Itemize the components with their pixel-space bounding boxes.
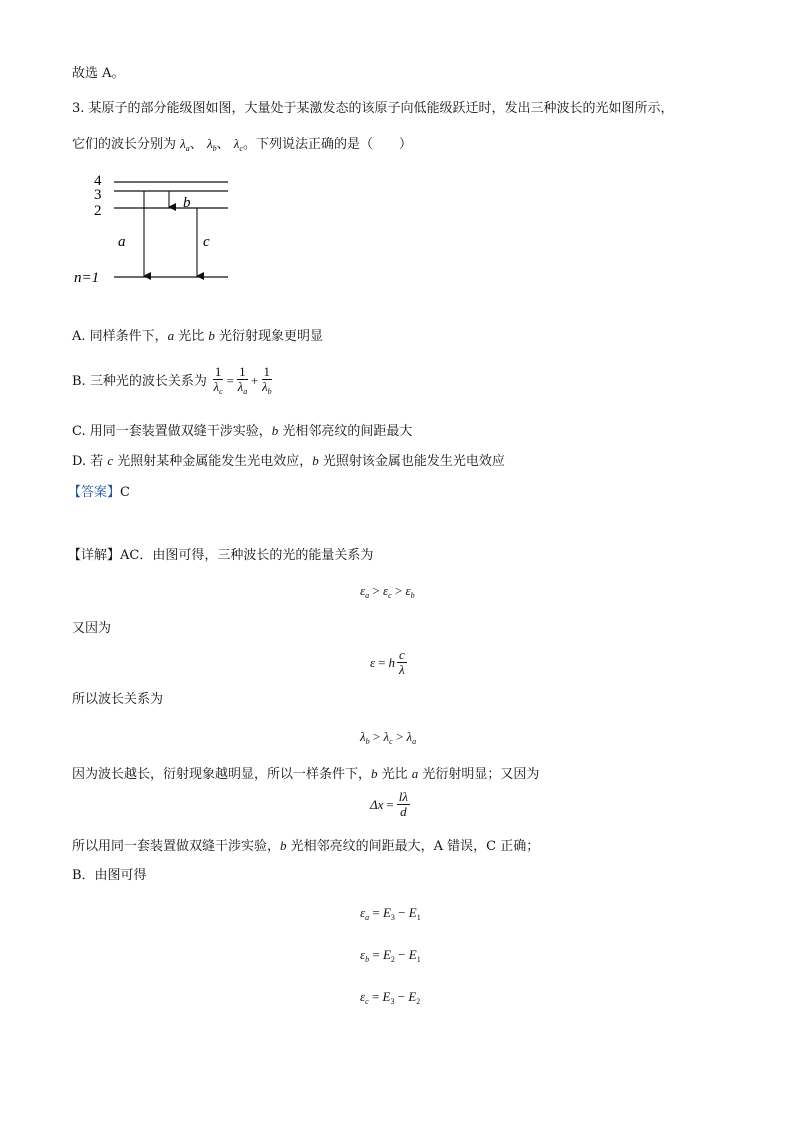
var-b: b	[280, 838, 287, 853]
detail-again-1: 又因为	[72, 621, 112, 636]
option-c-text: C. 用同一套装置做双缝干涉实验，	[72, 424, 272, 439]
eps: ε	[382, 583, 389, 598]
eps: ε	[360, 583, 366, 598]
level-label-4: 4	[94, 173, 102, 189]
answer-tag: 【答案】	[68, 485, 121, 500]
arrow-label-b: b	[183, 195, 191, 211]
equals: =	[378, 654, 386, 670]
gt: >	[372, 729, 381, 744]
sub: 3	[390, 997, 395, 1006]
sub: b	[365, 955, 370, 964]
arrow-label-c: c	[203, 234, 210, 250]
lambda: λ	[406, 729, 413, 744]
planck-h: h	[388, 654, 395, 670]
minus: −	[398, 947, 406, 962]
gt: >	[372, 583, 380, 598]
energy: E	[382, 989, 391, 1004]
lambda-b: λ	[206, 136, 213, 151]
eps: ε	[360, 989, 366, 1004]
delta-x: Δx	[370, 796, 384, 812]
sub: c	[219, 387, 223, 396]
sub: b	[410, 591, 415, 600]
question-number: 3.	[72, 101, 85, 116]
num: 1	[263, 364, 271, 379]
plus: +	[250, 372, 259, 388]
num: lλ	[398, 789, 408, 804]
sub: a	[365, 591, 370, 600]
sub: a	[412, 737, 417, 746]
option-d-mid: 光照射某种金属能发生光电效应，	[113, 454, 313, 469]
equals: =	[226, 372, 234, 388]
energy: E	[408, 905, 417, 920]
var-b: b	[271, 423, 279, 438]
equals: =	[371, 989, 380, 1004]
sub: c	[365, 997, 369, 1006]
detail-so-wave: 所以波长关系为	[72, 692, 164, 707]
option-b-text: B. 三种光的波长关系为	[72, 374, 207, 389]
gt: >	[395, 729, 404, 744]
option-b-formula	[213, 365, 272, 399]
var-b: b	[208, 328, 215, 343]
var-a: a	[411, 766, 419, 781]
var-c: c	[107, 453, 114, 468]
question-text-2-end: 。下列说法正确的是（ ）	[242, 137, 412, 152]
num: c	[398, 647, 405, 662]
lambda-a: λ	[180, 136, 186, 151]
sub: b	[365, 737, 370, 746]
sub: 2	[416, 997, 421, 1006]
sub: 1	[416, 913, 421, 922]
energy-level-diagram	[70, 168, 240, 290]
answer-line	[68, 485, 130, 501]
question-line-1	[72, 101, 674, 117]
eps: ε	[360, 947, 366, 962]
eps: ε	[405, 583, 411, 598]
energy-relation	[360, 583, 415, 600]
lambda: λ	[360, 729, 366, 744]
sub: 1	[416, 955, 421, 964]
energy: E	[382, 905, 391, 920]
question-text-1: 某原子的部分能级图如图，大量处于某激发态的该原子向低能级跃迁时，发出三种波长的光如图所示，	[88, 101, 674, 116]
equals: =	[372, 905, 380, 920]
detail-reason	[72, 766, 539, 783]
minus: −	[397, 989, 406, 1004]
detail-line-1	[68, 548, 373, 564]
reason-end: 光衍射明显；又因为	[418, 767, 540, 782]
den: λ	[399, 662, 405, 677]
eps: ε	[370, 654, 376, 670]
num: 1	[239, 364, 246, 379]
option-b	[72, 362, 272, 402]
level-label-1: n=1	[74, 270, 100, 286]
sub-c: c	[239, 144, 243, 153]
den: d	[400, 804, 407, 819]
option-d-end: 光照射该金属也能发生光电效应	[318, 454, 505, 469]
concl-text: 所以用同一套装置做双缝干涉实验，	[72, 839, 281, 854]
energy: E	[408, 947, 417, 962]
lambda: λ	[237, 379, 244, 394]
equals: =	[386, 796, 394, 812]
lambda: λ	[383, 729, 390, 744]
var-b: b	[312, 453, 319, 468]
option-a-text: A. 同样条件下，	[72, 329, 168, 344]
sub-b: b	[212, 144, 217, 153]
sub-a: a	[185, 144, 190, 153]
fringe-formula	[370, 790, 410, 819]
lambda: λ	[261, 379, 268, 394]
lambda: λ	[213, 379, 220, 394]
energy: E	[408, 989, 417, 1004]
answer-value: C	[120, 485, 130, 500]
sub: c	[388, 591, 392, 600]
gt: >	[394, 583, 403, 598]
energy-formula	[370, 648, 407, 677]
sub: a	[243, 387, 248, 396]
energy: E	[382, 947, 391, 962]
sub: 3	[390, 913, 395, 922]
previous-answer-line: 故选 A。	[72, 66, 125, 81]
sub: a	[365, 913, 370, 922]
level-label-2: 2	[94, 203, 102, 219]
option-a	[72, 328, 323, 345]
num: 1	[214, 364, 222, 379]
arrow-label-a: a	[118, 234, 126, 250]
sub: 2	[390, 955, 395, 964]
detail-conclusion	[72, 838, 539, 855]
wavelength-relation	[360, 729, 416, 746]
option-a-end: 光衍射现象更明显	[214, 329, 324, 344]
option-d	[72, 453, 505, 470]
var-a: a	[167, 328, 175, 343]
eps-c-equation	[360, 989, 420, 1006]
sub: c	[389, 737, 393, 746]
reason-mid: 光比	[377, 767, 412, 782]
eps: ε	[360, 905, 366, 920]
equals: =	[372, 947, 380, 962]
sub: b	[267, 387, 272, 396]
reason-text: 因为波长越长，衍射现象越明显，所以一样条件下，	[72, 767, 372, 782]
option-c-end: 光相邻亮纹的间距最大	[278, 424, 413, 439]
eps-b-equation	[360, 947, 421, 964]
option-a-mid: 光比	[174, 329, 209, 344]
detail-b-line: B．由图可得	[72, 868, 147, 883]
separator: 、	[216, 137, 230, 152]
concl-end: 光相邻亮纹的间距最大，A 错误，C 正确；	[286, 839, 540, 854]
var-b: b	[371, 766, 378, 781]
lambda-c: λ	[233, 136, 240, 151]
question-text-2: 它们的波长分别为	[72, 137, 177, 152]
level-label-3: 3	[94, 187, 102, 203]
detail-tag: 【详解】	[68, 548, 121, 563]
option-d-text: D. 若	[72, 454, 108, 469]
question-line-2	[72, 136, 412, 157]
detail-text-1: AC．由图可得，三种波长的光的能量关系为	[120, 548, 374, 563]
minus: −	[398, 905, 406, 920]
eps-a-equation	[360, 905, 421, 922]
option-c	[72, 423, 412, 440]
separator: 、	[189, 137, 203, 152]
